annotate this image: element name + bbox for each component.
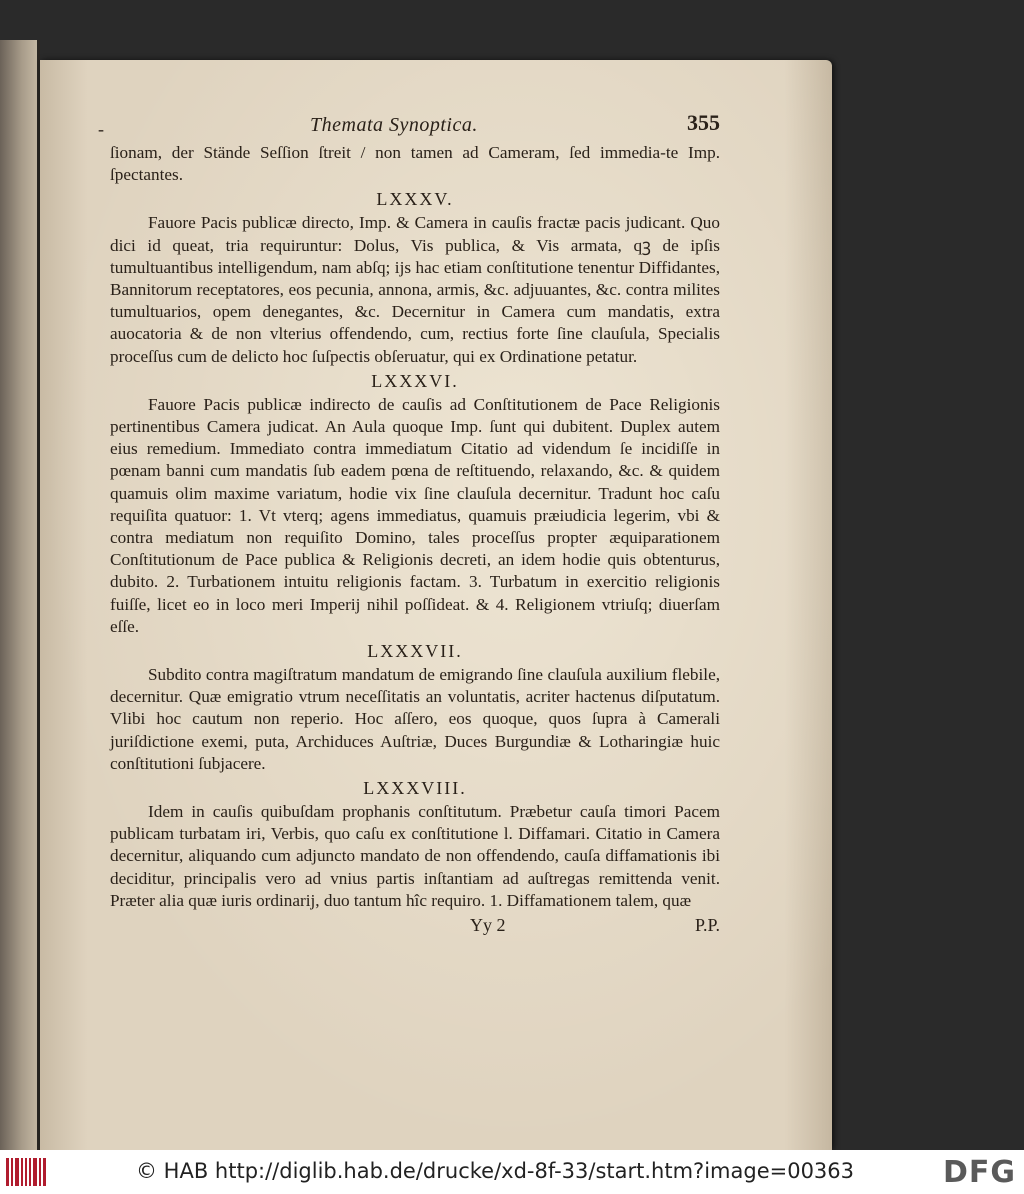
catchword: P.P. — [694, 915, 720, 936]
running-head-dash: - — [98, 119, 104, 139]
section-heading: LXXXVI. — [371, 370, 459, 391]
section-heading: LXXXV. — [376, 189, 454, 210]
running-head-title: Themata Synoptica. — [310, 114, 478, 136]
copyright-url-text[interactable]: © HAB http://diglib.hab.de/drucke/xd-8f-33/start.htm?image=00363 — [136, 1159, 855, 1183]
section-heading: LXXXVIII. — [363, 778, 467, 799]
facing-page-edge — [0, 40, 40, 1150]
scanned-page — [40, 60, 832, 1150]
paragraph: Idem in cauſis quibuſdam prophanis conſtitutum. Præbetur cauſa timori Pacem publicam turbatam iri, Verbis, quo caſu ex conſtitutione l. Diffamari. Citatio in Camera decernitur, aliquando cum adjuncto mandato de non offendendo, cauſa diffamationis ibi deciditur, principalis vero ad vnius partis inſtantiam ad auſtregas remittenda venit. Præter alia quæ iuris ordinarij, duo tantum hîc requiro. 1. Diffamationem talem, quæ — [110, 802, 720, 910]
paragraph: Fauore Pacis publicæ directo, Imp. & Camera in cauſis fractæ pacis judicant. Quo dici id queat, tria requiruntur: Dolus, Vis publica, & Vis armata, qꝫ de ipſis tumultuantibus intelligendum, nam abſq; ijs hac etiam conſtitutione tenentur Diffidantes, Bannitorum receptatores, eos pecunia, annona, armis, &c. adjuuantes, &c. contra milites tumultuarios, opem denegantes, &c. Decernitur in Camera cum mandatis, extra auocatoria & de non vlterius offendendo, cum, rectius forte ſine clauſula, Specialis proceſſus cum de delicto hoc ſuſpectis obſeruatur, qui ex Ordinatione petatur. — [110, 213, 720, 366]
paragraph: Subdito contra magiſtratum mandatum de emigrando ſine clauſula auxilium flebile, decernitur. Quæ emigratio vtrum neceſſitatis an voluntatis, acriter hactenus diſputatum. Vlibi hoc cautum non reperio. Hoc aſſero, eos quoque, quos ſupra à Camerali juriſdictione exemi, puta, Archiduces Auſtriæ, Duces Burgundiæ & Lotharingiæ huic conſtitutioni ſubjacere. — [110, 665, 720, 773]
signature-line — [110, 914, 720, 940]
dfg-logo: DFG — [942, 1155, 1016, 1190]
paragraph: Fauore Pacis publicæ indirecto de cauſis ad Conſtitutionem de Pace Religionis pertinentibus Camera judicat. An Aula quoque Imp. ſunt qui dubitent. Duplex autem eius remedium. Immediato contra immediatum Citatio ad videndum ſe incidiſſe in pœnam banni cum mandatis ſub eadem pœna de reſtituendo, relaxando, &c. & quidem quamuis olim maxime variatum, hodie vix ſine clauſula decernitur. Tradunt hoc caſu requiſita quatuor: 1. Vt vterq; agens immediatus, quamuis præiudicia legerim, vbi & contra mediatum non requiſito Domino, tales proceſſus propter æquiparationem Conſtitutionum de Pace publica & Religionis decreti, an idem hodie quis obtenturus, dubito. 2. Turbationem intuitu religionis factam. 3. Turbatum in exercitio religionis fuiſſe, licet eo in loco meri Imperij nihil poſſideat. & 4. Religionem vtriuſq; diuerſam eſſe. — [110, 394, 720, 636]
running-head — [98, 110, 720, 142]
footer-bar — [0, 1150, 1024, 1194]
paragraph: ſionam, der Stände Seſſion ſtreit / non tamen ad Cameram, ſed immedia-te Imp. ſpectantes. — [110, 143, 720, 185]
barcode-logo-icon — [6, 1158, 46, 1186]
page-number: 355 — [687, 110, 720, 135]
section-heading: LXXXVII. — [367, 641, 463, 662]
body-text — [110, 142, 720, 912]
page-text-block — [98, 110, 720, 940]
signature-mark: Yy 2 — [470, 915, 506, 936]
